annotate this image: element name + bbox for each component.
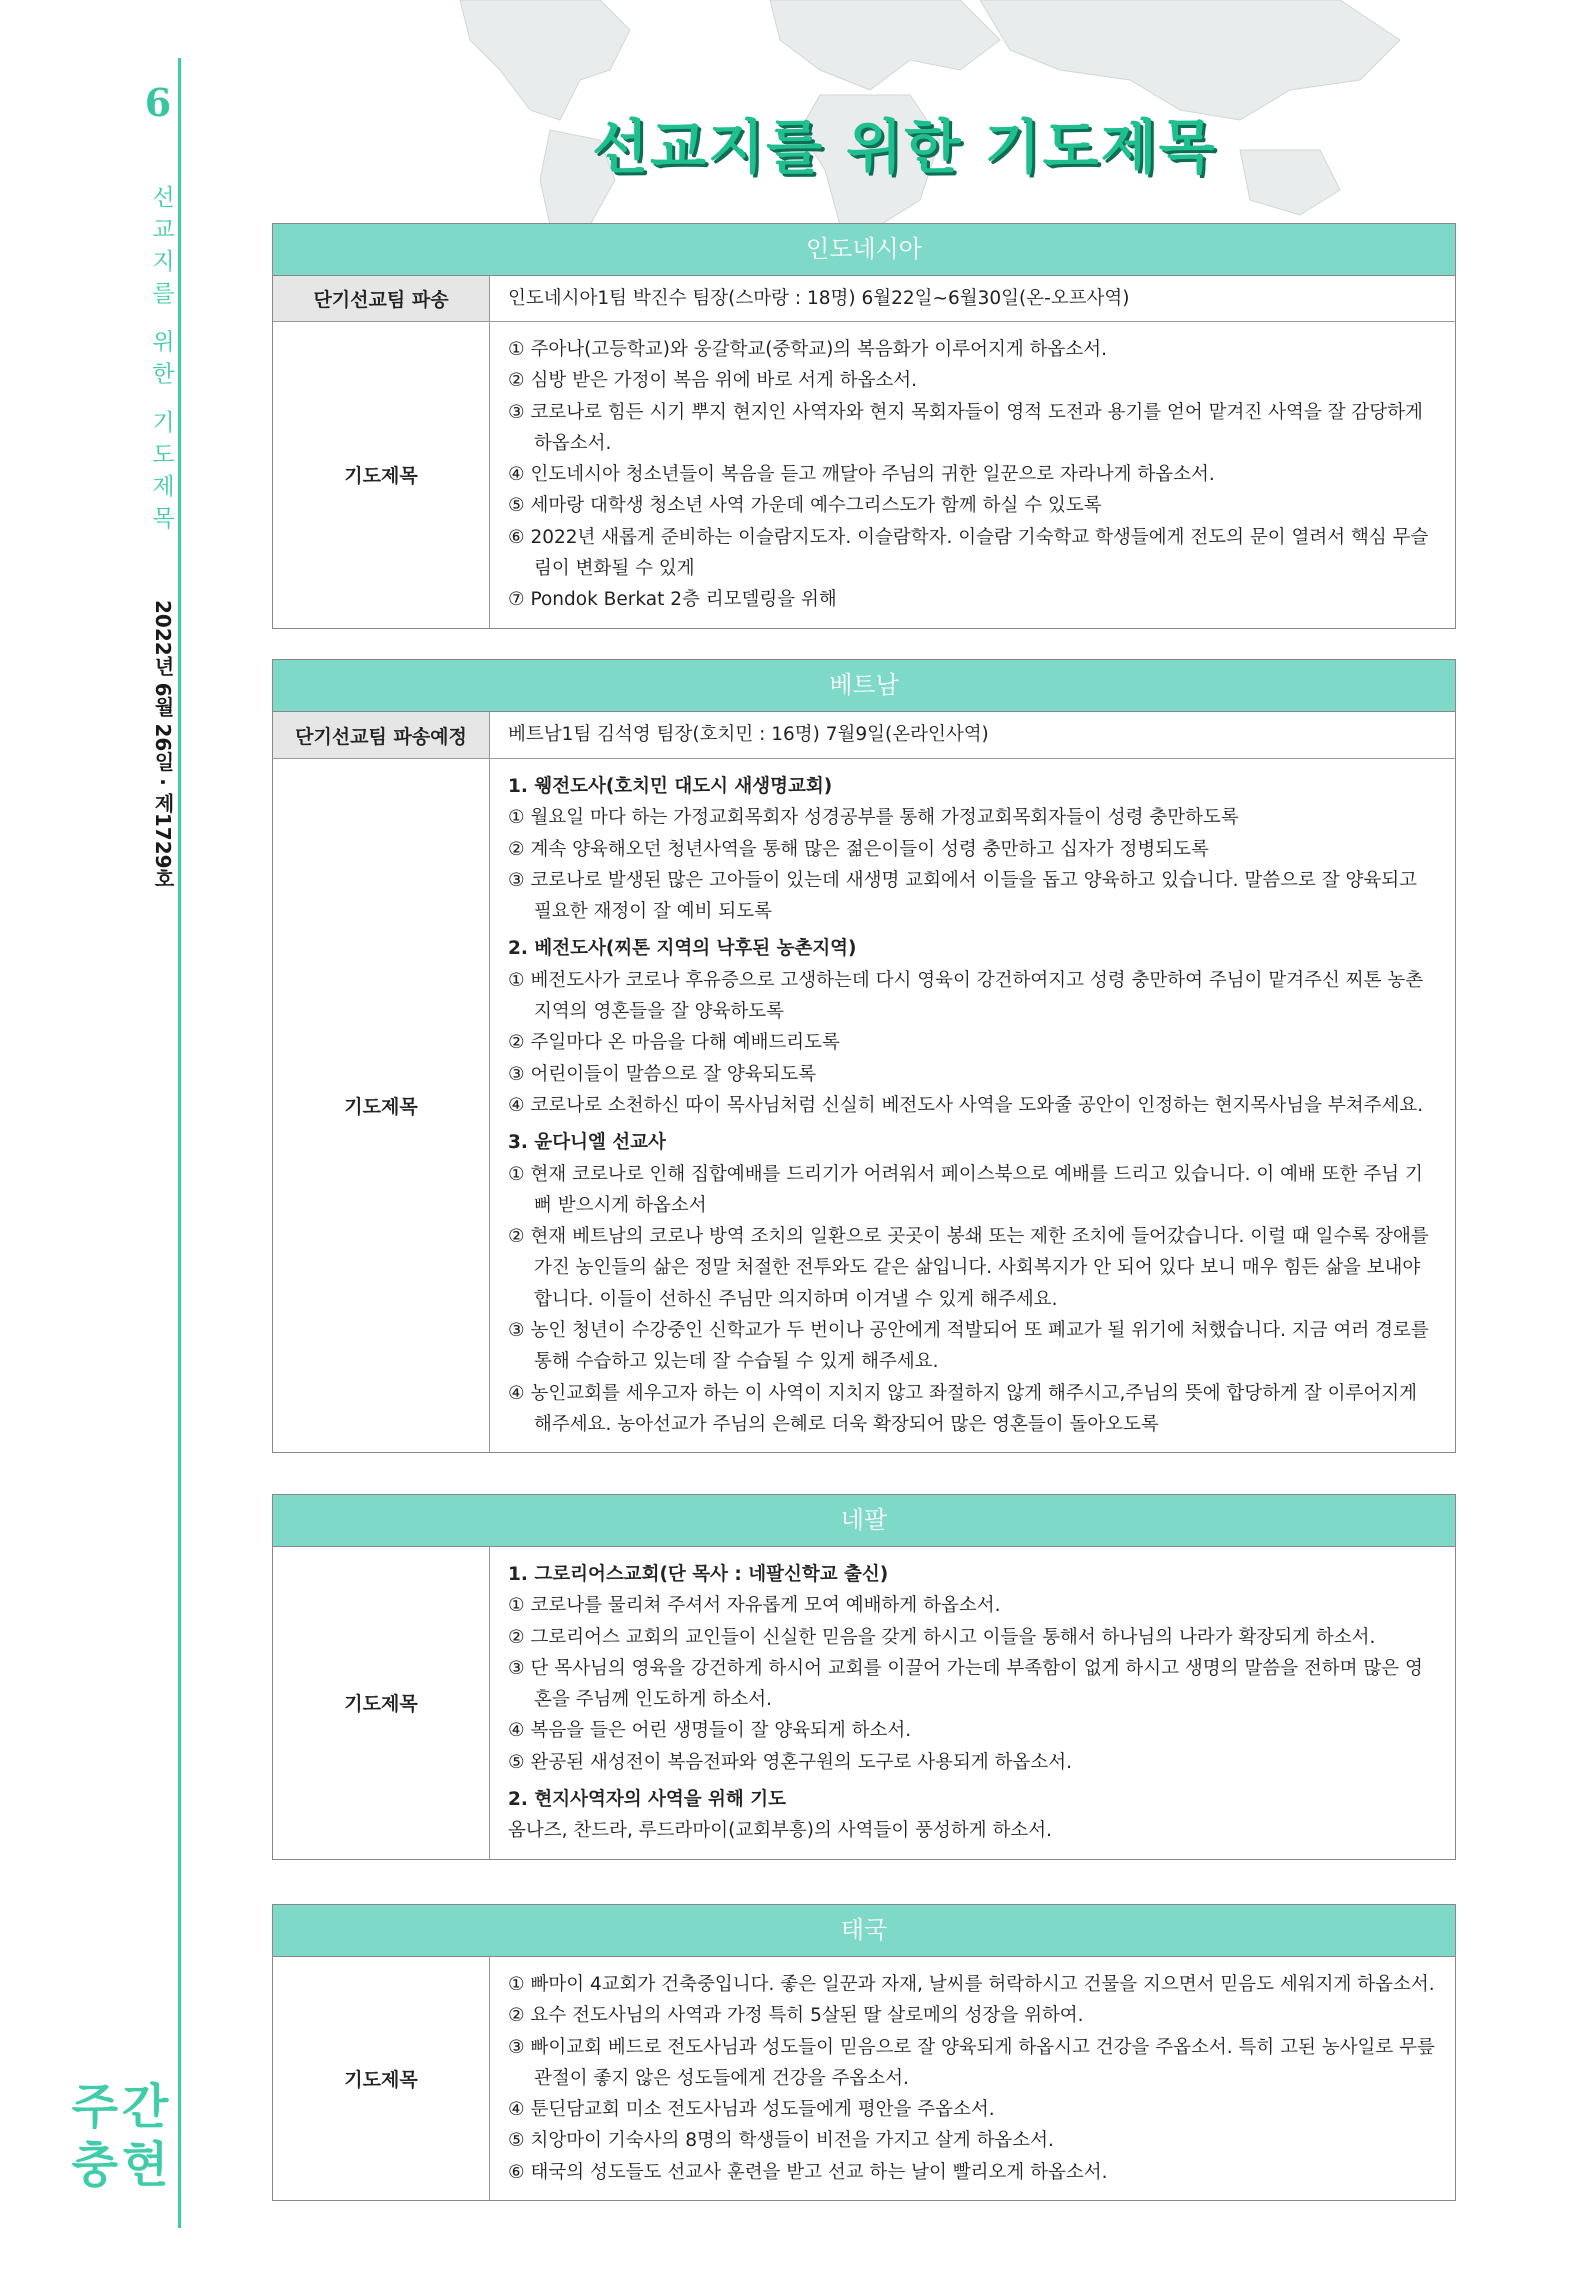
page-title: 선교지를 위한 기도제목 [592,113,1217,181]
team-row [273,276,1455,322]
prayer-item: ③ 코로나로 발생된 많은 고아들이 있는데 새생명 교회에서 이들을 돕고 양육하고 있습니다. 말씀으로 잘 양육되고 필요한 재정이 잘 예비 되도록 [508,869,1417,923]
prayer-item: ① 주아나(고등학교)와 웅갈학교(중학교)의 복음화가 이루어지게 하옵소서. [508,339,1108,360]
prayer-item: 옴나즈, 찬드라, 루드라마이(교회부흥)의 사역들이 풍성하게 하소서. [508,1820,1052,1842]
prayer-label: 기도제목 [273,1957,490,2200]
prayer-list [490,759,1455,1452]
prayer-item: ② 심방 받은 가정이 복음 위에 바로 서게 하옵소서. [508,370,918,392]
prayer-item: ⑤ 치앙마이 기숙사의 8명의 학생들이 비전을 가지고 살게 하옵소서. [508,2130,1054,2152]
prayer-item: ② 그로리어스 교회의 교인들이 신실한 믿음을 갖게 하시고 이들을 통해서 하나님의 나라가 확장되게 하소서. [508,1626,1376,1648]
prayer-item: ③ 농인 청년이 수강중인 신학교가 두 번이나 공안에게 적발되어 또 폐교가 될 위기에 처했습니다. 지금 여러 경로를 통해 수습하고 있는데 잘 수습될 수 있게 해주세요. [508,1320,1429,1373]
page-number: 6 [144,80,172,125]
prayer-group [508,1127,1437,1440]
group-title: 3. 윤다니엘 선교사 [508,1132,666,1154]
issue-date: 2022년 6월 26일 · 제1729호 [151,600,175,889]
side-title: 선교지를 위한 기도제목 [148,185,174,538]
prayer-item: ① 베전도사가 코로나 후유증으로 고생하는데 다시 영육이 강건하여지고 성령 충만하여 주님이 맡겨주신 찌톤 농촌지역의 영혼들을 잘 양육하도록 [508,969,1424,1023]
team-label: 단기선교팀 파송 [273,276,490,321]
prayer-list [490,1957,1455,2200]
section-thailand [272,1904,1456,2201]
prayer-label: 기도제목 [273,1547,490,1859]
prayer-item: ② 계속 양육해오던 청년사역을 통해 많은 젊은이들이 성령 충만하고 십자가 정병되도록 [508,838,1209,860]
section-header: 인도네시아 [273,224,1455,276]
group-title: 1. 웽전도사(호치민 대도시 새생명교회) [508,776,833,797]
section-header: 네팔 [273,1495,1455,1547]
prayer-item: ④ 코로나로 소천하신 따이 목사님처럼 신실히 베전도사 사역을 도와줄 공안이 인정하는 현지목사님을 부쳐주세요. [508,1094,1424,1116]
prayer-group [508,933,1437,1121]
section-indonesia [272,223,1456,629]
section-header: 베트남 [273,660,1455,712]
prayer-item: ⑦ Pondok Berkat 2층 리모델링을 위해 [508,589,837,611]
prayer-label: 기도제목 [273,759,490,1452]
left-accent-line [178,58,181,2228]
prayer-item: ⑤ 세마랑 대학생 청소년 사역 가운데 예수그리스도가 함께 하실 수 있도록 [508,495,1102,517]
prayer-item: ④ 복음을 들은 어린 생명들이 잘 양육되게 하소서. [508,1720,912,1742]
prayer-item: ① 빠마이 4교회가 건축중입니다. 좋은 일꾼과 자재, 날씨를 허락하시고 건물을 지으면서 믿음도 세워지게 하옵소서. [508,1974,1435,1995]
group-title: 1. 그로리어스교회(단 목사 : 네팔신학교 출신) [508,1564,889,1585]
prayer-row [273,759,1455,1452]
prayer-item: ② 요수 전도사님의 사역과 가정 특히 5살된 딸 살로메의 성장을 위하여. [508,2005,1084,2027]
brand-line-1: 주간 [71,2079,173,2135]
prayer-group [508,1784,1437,1847]
prayer-item: ① 현재 코로나로 인해 집합예배를 드리기가 어려워서 페이스북으로 예배를 드리고 있습니다. 이 예배 또한 주님 기뻐 받으시게 하옵소서 [508,1163,1423,1216]
prayer-list [490,1547,1455,1859]
brand-line-2: 충현 [71,2137,173,2193]
prayer-item: ② 현재 베트남의 코로나 방역 조치의 일환으로 곳곳이 봉쇄 또는 제한 조치에 들어갔습니다. 이럴 때 일수록 장애를 가진 농인들의 삶은 정말 처절한 전투와도 같은 삶입니다. 사회복지가 안 되어 있다 보니 매우 힘든 삶을 보내야 합니다. 이들이 선하신 주님만 의지하며 이겨낼 수 있게 해주세요. [508,1226,1429,1310]
prayer-item: ④ 툰딘담교회 미소 전도사님과 성도들에게 평안을 주옵소서. [508,2099,995,2121]
group-title: 2. 베전도사(찌톤 지역의 낙후된 농촌지역) [508,938,857,960]
section-header: 태국 [273,1905,1455,1957]
prayer-item: ③ 단 목사님의 영육을 강건하게 하시어 교회를 이끌어 가는데 부족함이 없게 하시고 생명의 말씀을 전하며 많은 영혼을 주님께 인도하게 하소서. [508,1657,1423,1711]
team-label: 단기선교팀 파송예정 [273,712,490,758]
group-title: 2. 현지사역자의 사역을 위해 기도 [508,1789,786,1811]
prayer-item: ② 주일마다 온 마음을 다해 예배드리도록 [508,1032,840,1054]
prayer-item: ③ 빠이교회 베드로 전도사님과 성도들이 믿음으로 잘 양육되게 하옵시고 건강을 주옵소서. 특히 고된 농사일로 무릎 관절이 좋지 않은 성도들에게 건강을 주옵소서. [508,2036,1435,2089]
prayer-group [508,771,1437,927]
team-info: 베트남1팀 김석영 팀장(호치민 : 16명) 7월9일(온라인사역) [508,724,989,746]
prayer-item: ① 코로나를 물리쳐 주셔서 자유롭게 모여 예배하게 하옵소서. [508,1595,1001,1617]
prayer-item: ③ 코로나로 힘든 시기 뿌지 현지인 사역자와 현지 목회자들이 영적 도전과 용기를 얻어 맡겨진 사역을 잘 감당하게 하옵소서. [508,401,1423,454]
team-info: 인도네시아1팀 박진수 팀장(스마랑 : 18명) 6월22일~6월30일(온-오프사역) [508,287,1130,309]
prayer-group [508,1559,1437,1778]
prayer-row [273,322,1455,628]
prayer-item: ③ 어린이들이 말씀으로 잘 양육되도록 [508,1063,817,1085]
prayer-item: ① 월요일 마다 하는 가정교회목회자 성경공부를 통해 가정교회목회자들이 성령 충만하도록 [508,807,1239,829]
section-vietnam [272,659,1456,1453]
prayer-label: 기도제목 [273,322,490,628]
prayer-list [490,322,1455,628]
prayer-row [273,1957,1455,2200]
prayer-row [273,1547,1455,1859]
prayer-item: ⑥ 2022년 새롭게 준비하는 이슬람지도자. 이슬람학자. 이슬람 기숙학교 학생들에게 전도의 문이 열려서 핵심 무슬림이 변화될 수 있게 [508,526,1429,580]
prayer-item: ④ 농인교회를 세우고자 하는 이 사역이 지치지 않고 좌절하지 않게 해주시고,주님의 뜻에 합당하게 잘 이루어지게 해주세요. 농아선교가 주님의 은혜로 더욱 확장되어 많은 영혼들이 돌아오도록 [508,1382,1417,1435]
team-row [273,712,1455,759]
prayer-item: ⑤ 완공된 새성전이 복음전파와 영혼구원의 도구로 사용되게 하옵소서. [508,1751,1073,1773]
prayer-item: ⑥ 태국의 성도들도 선교사 훈련을 받고 선교 하는 날이 빨리오게 하옵소서. [508,2161,1108,2183]
section-nepal [272,1494,1456,1860]
prayer-item: ④ 인도네시아 청소년들이 복음을 듣고 깨달아 주님의 귀한 일꾼으로 자라나게 하옵소서. [508,464,1215,486]
brand-logo [66,2078,178,2194]
